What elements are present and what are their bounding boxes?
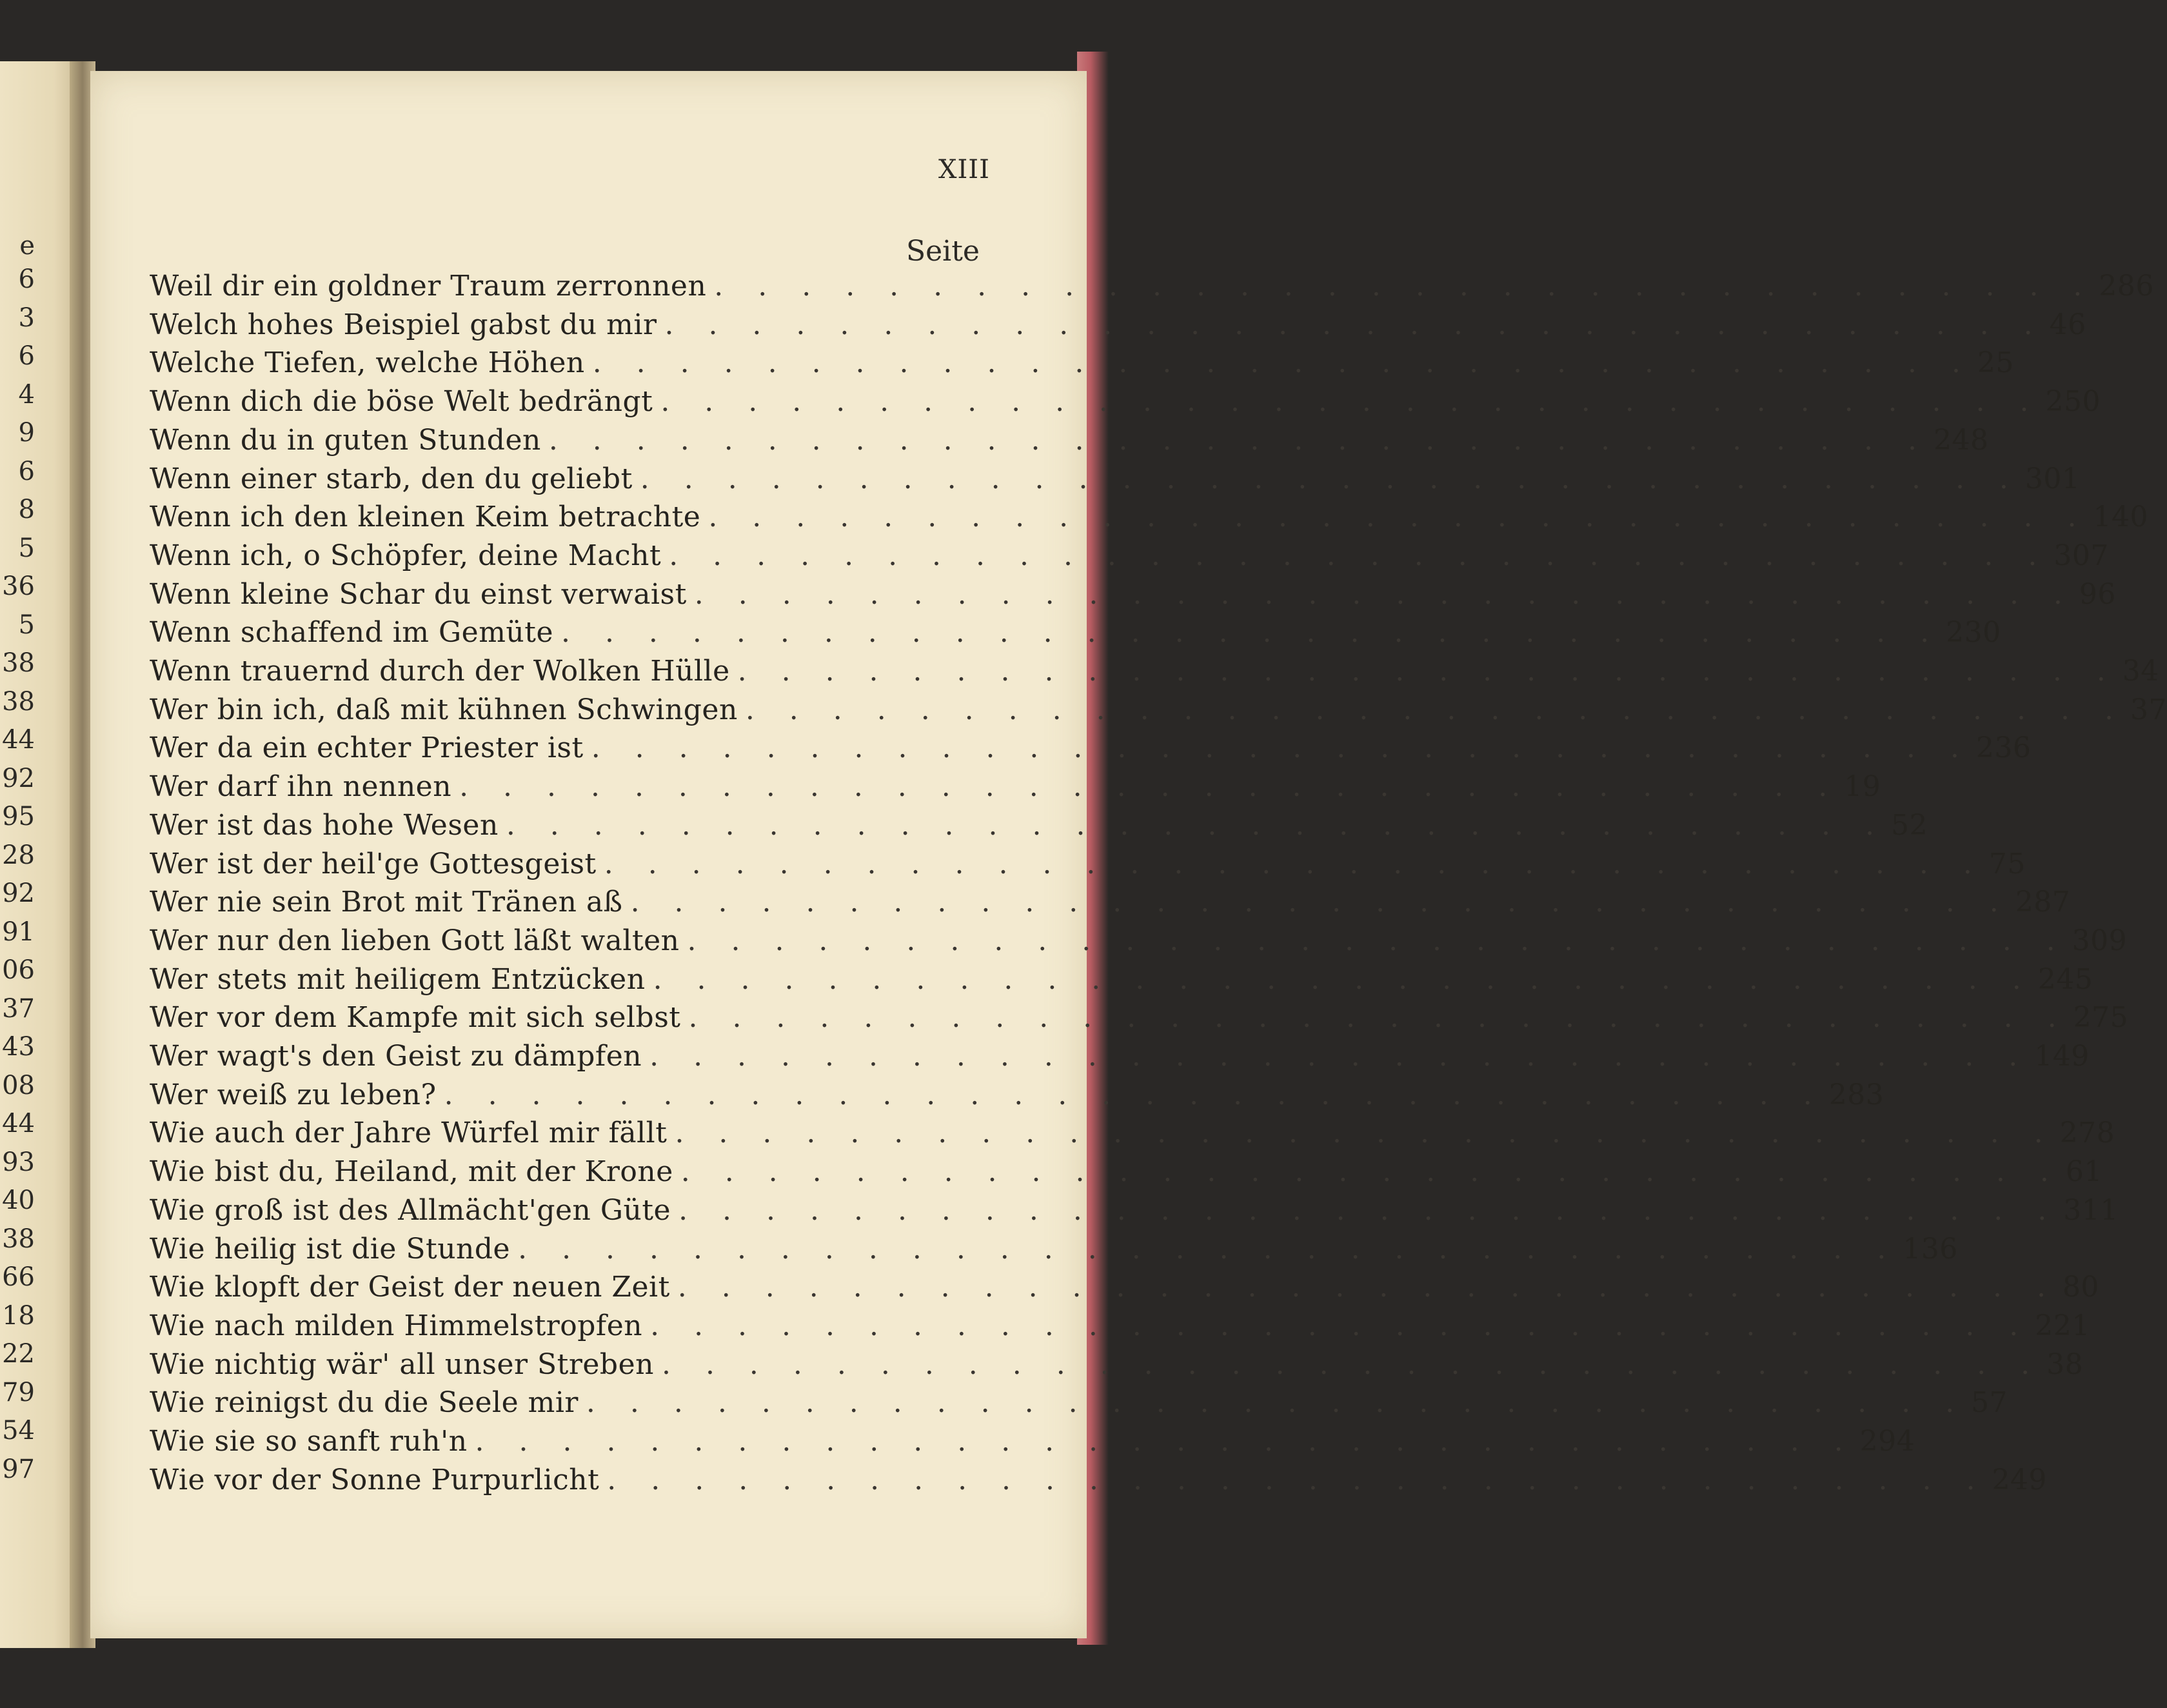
toc-entry (150, 653, 2159, 690)
toc-entry-title: Wer ist der heil'ge Gottesgeist (150, 847, 597, 880)
toc-entry (150, 1269, 2099, 1306)
left-page-number: 43 (2, 1032, 35, 1062)
left-page-number: 5 (18, 533, 35, 563)
toc-entry-page: 25 (1977, 346, 2014, 380)
toc-entry-page: 136 (1903, 1232, 1958, 1266)
left-page-number: 92 (2, 879, 35, 908)
dot-leader: . . . . . . . . . . . . . . . . . . . . . . . . . . . . . . . . (649, 1040, 2031, 1073)
toc-entry-title: Wenn trauernd durch der Wolken Hülle (150, 655, 730, 688)
dot-leader: . . . . . . . . . . . . . . . . . . . . . . . . . . . . . . . . (591, 731, 1972, 765)
left-page-number: 95 (2, 802, 35, 831)
toc-entry-page: 311 (2063, 1193, 2119, 1227)
toc-entry (150, 268, 2154, 304)
toc-entry (150, 499, 2148, 535)
toc-entry (150, 345, 2014, 381)
toc-entry-title: Wie heilig ist die Stunde (150, 1232, 511, 1266)
dot-leader: . . . . . . . . . . . . . . . . . . . . . . . . . . . . . . . . (680, 1155, 2062, 1189)
dot-leader: . . . . . . . . . . . . . . . . . . . . . . . . . . . . . . . . (586, 1386, 1968, 1420)
toc-entry (150, 923, 2128, 959)
column-header-seite: Seite (906, 235, 980, 268)
toc-entry-title: Wie auch der Jahre Würfel mir fällt (150, 1117, 668, 1150)
dot-leader: . . . . . . . . . . . . . . . . . . . . . . . . . . . . . . . . (592, 346, 1974, 380)
left-page-number: 08 (2, 1070, 35, 1100)
toc-entry-title: Wenn kleine Schar du einst verwaist (150, 577, 687, 611)
toc-entry-title: Wenn einer starb, den du geliebt (150, 462, 633, 495)
toc-entry-page: 250 (2045, 385, 2101, 419)
left-page-number: 44 (2, 1109, 35, 1138)
toc-entry-title: Wie klopft der Geist der neuen Zeit (150, 1271, 670, 1304)
toc-entry (150, 1038, 2090, 1075)
toc-entry-page: 236 (1975, 731, 2032, 765)
toc-entry-title: Wer wagt's den Geist zu dämpfen (150, 1040, 642, 1073)
dot-leader: . . . . . . . . . . . . . . . . . . . . . . . . . . . . . . . . (675, 1117, 2056, 1150)
dot-leader: . . . . . . . . . . . . . . . . . . . . . . . . . . . . . . . . (687, 924, 2068, 957)
dot-leader: . . . . . . . . . . . . . . . . . . . . . . . . . . . . . . . . (650, 1309, 2032, 1342)
left-page-number: 44 (2, 725, 35, 755)
toc-entry-title: Wenn du in guten Stunden (150, 423, 541, 457)
toc-entry (150, 1347, 2084, 1383)
left-page-number: 38 (2, 686, 35, 717)
toc-entry (150, 461, 2081, 497)
toc-entry (150, 1115, 2115, 1151)
toc-entry-title: Welche Tiefen, welche Höhen (150, 346, 585, 380)
left-page-number: 3 (18, 303, 35, 333)
left-page-number: 4 (18, 379, 35, 410)
toc-entry (150, 1000, 2129, 1036)
toc-entry-page: 52 (1890, 808, 1928, 842)
toc-entry-page: 294 (1859, 1425, 1915, 1458)
toc-entry-title: Wie bist du, Heiland, mit der Krone (150, 1155, 673, 1189)
dot-leader: . . . . . . . . . . . . . . . . . . . . . . . . . . . . . . . . (708, 501, 2090, 534)
dot-leader: . . . . . . . . . . . . . . . . . . . . . . . . . . . . . . . . (604, 847, 1985, 880)
toc-entry (150, 846, 2026, 882)
dot-leader: . . . . . . . . . . . . . . . . . . . . . . . . . . . . . . . . (640, 462, 2021, 495)
toc-entry-title: Wer nur den lieben Gott läßt walten (150, 924, 680, 957)
toc-entry-page: 38 (2046, 1347, 2084, 1381)
toc-entry-page: 57 (1971, 1386, 2008, 1420)
toc-entry-page: 80 (2062, 1271, 2099, 1304)
dot-leader: . . . . . . . . . . . . . . . . . . . . . . . . . . . . . . . . (694, 577, 2075, 611)
toc-entry-title: Wie vor der Sonne Purpurlicht (150, 1463, 600, 1496)
toc-entry (150, 384, 2101, 420)
toc-entry-page: 37 (2130, 693, 2167, 726)
toc-entry-title: Wenn ich den kleinen Keim betrachte (150, 501, 701, 534)
left-page-number: 91 (2, 917, 35, 947)
toc-entry-title: Wer weiß zu leben? (150, 1078, 437, 1111)
toc-entry-title: Wie nach milden Himmelstropfen (150, 1309, 643, 1342)
dot-leader: . . . . . . . . . . . . . . . . . . . . . . . . . . . . . . . . (459, 770, 1841, 804)
left-page-number: 6 (18, 456, 35, 486)
dot-leader: . . . . . . . . . . . . . . . . . . . . . . . . . . . . . . . . (677, 1271, 2059, 1304)
dot-leader: . . . . . . . . . . . . . . . . . . . . . . . . . . . . . . . . (653, 962, 2034, 996)
toc-entry-page: 34 (2122, 655, 2159, 688)
toc-entry-title: Wenn ich, o Schöpfer, deine Macht (150, 539, 662, 572)
left-page-number: 28 (2, 840, 35, 870)
dot-leader: . . . . . . . . . . . . . . . . . . . . . . . . . . . . . . . . (669, 539, 2050, 572)
toc-entry-title: Wer da ein echter Priester ist (150, 731, 584, 765)
toc-entry-title: Wie sie so sanft ruh'n (150, 1425, 468, 1458)
toc-entry-page: 140 (2093, 501, 2148, 534)
toc-entry-title: Wer stets mit heiligem Entzücken (150, 962, 646, 996)
left-page-number: 93 (2, 1147, 35, 1177)
toc-entry-page: 75 (1988, 847, 2026, 880)
dot-leader: . . . . . . . . . . . . . . . . . . . . . . . . . . . . . . . . (607, 1463, 1988, 1496)
toc-entry-page: 230 (1946, 616, 2001, 650)
toc-entry (150, 1077, 1885, 1113)
page-number: XIII (938, 155, 990, 184)
dot-leader: . . . . . . . . . . . . . . . . . . . . . . . . . . . . . . . . (630, 886, 2012, 919)
left-page-number: 18 (2, 1300, 35, 1331)
left-page-number: 54 (2, 1416, 35, 1445)
toc-entry (150, 577, 2116, 613)
dot-leader: . . . . . . . . . . . . . . . . . . . . . . . . . . . . . . . . (506, 808, 1887, 842)
left-page-number: 97 (2, 1454, 35, 1484)
toc-entry (150, 615, 2001, 651)
toc-entry (150, 1231, 1958, 1267)
left-page-number: 6 (18, 264, 35, 294)
toc-entry (150, 307, 2086, 343)
left-page-number: 38 (2, 648, 35, 678)
toc-entry-page: 309 (2072, 924, 2128, 957)
dot-leader: . . . . . . . . . . . . . . . . . . . . . . . . . . . . . . . . (444, 1078, 1825, 1111)
toc-entry-page: 61 (2065, 1155, 2103, 1189)
toc-entry (150, 692, 2167, 728)
toc-entry-title: Wenn schaffend im Gemüte (150, 616, 553, 650)
left-page-number: 37 (2, 993, 35, 1024)
left-page-number: 06 (2, 955, 35, 985)
toc-entry (150, 1424, 1915, 1460)
left-page-number: 36 (2, 571, 35, 601)
left-page-number: 40 (2, 1186, 35, 1215)
left-page-number: 79 (2, 1377, 35, 1407)
toc-entry-title: Wer ist das hohe Wesen (150, 808, 499, 842)
toc-entry (150, 884, 2071, 920)
toc-entry (150, 808, 1928, 844)
toc-entry-page: 221 (2035, 1309, 2090, 1342)
toc-entry-title: Wie nichtig wär' all unser Streben (150, 1347, 654, 1381)
dot-leader: . . . . . . . . . . . . . . . . . . . . . . . . . . . . . . . . (714, 270, 2095, 303)
toc-entry-page: 249 (1992, 1463, 2047, 1496)
toc-entry-title: Wie reinigst du die Seele mir (150, 1386, 579, 1420)
toc-entry-title: Weil dir ein goldner Traum zerronnen (150, 270, 707, 303)
toc-entry-page: 301 (2024, 462, 2081, 495)
dot-leader: . . . . . . . . . . . . . . . . . . . . . . . . . . . . . . . . (737, 655, 2119, 688)
left-page-number: e (19, 231, 35, 261)
toc-entry-page: 149 (2034, 1040, 2090, 1073)
dot-leader: . . . . . . . . . . . . . . . . . . . . . . . . . . . . . . . . (688, 1001, 2070, 1035)
dot-leader: . . . . . . . . . . . . . . . . . . . . . . . . . . . . . . . . (548, 423, 1930, 457)
toc-entry (150, 730, 2032, 766)
left-page-number: 8 (18, 495, 35, 524)
left-page-number: 22 (2, 1339, 35, 1369)
left-page-number: 92 (2, 763, 35, 793)
dot-leader: . . . . . . . . . . . . . . . . . . . . . . . . . . . . . . . . (661, 1347, 2043, 1381)
dot-leader: . . . . . . . . . . . . . . . . . . . . . . . . . . . . . . . . (475, 1425, 1856, 1458)
toc-entry (150, 1385, 2008, 1421)
toc-entry (150, 422, 1989, 459)
toc-entry (150, 769, 1881, 805)
toc-entry (150, 1462, 2047, 1498)
dot-leader: . . . . . . . . . . . . . . . . . . . . . . . . . . . . . . . . (518, 1232, 1899, 1266)
toc-entry (150, 1193, 2119, 1229)
toc-entry (150, 1308, 2090, 1344)
left-page-number: 38 (2, 1224, 35, 1254)
dot-leader: . . . . . . . . . . . . . . . . . . . . . . . . . . . . . . . . (560, 616, 1943, 650)
left-page-number: 5 (18, 610, 35, 640)
dot-leader: . . . . . . . . . . . . . . . . . . . . . . . . . . . . . . . . (664, 308, 2046, 341)
dot-leader: . . . . . . . . . . . . . . . . . . . . . . . . . . . . . . . . (745, 693, 2126, 726)
toc-entry-title: Wer bin ich, daß mit kühnen Schwingen (150, 693, 738, 726)
toc-entry (150, 1154, 2103, 1190)
toc-entry-page: 286 (2099, 270, 2154, 303)
toc-entry-page: 46 (2049, 308, 2086, 341)
left-page-number: 66 (2, 1262, 35, 1292)
toc-entry-title: Wie groß ist des Allmächt'gen Güte (150, 1193, 671, 1227)
toc-entry-page: 287 (2015, 886, 2071, 919)
dot-leader: . . . . . . . . . . . . . . . . . . . . . . . . . . . . . . . . (678, 1193, 2060, 1227)
left-page-number: 9 (18, 418, 35, 448)
toc-entry-title: Wer vor dem Kampfe mit sich selbst (150, 1001, 681, 1035)
toc-entry-page: 248 (1933, 423, 1989, 457)
toc-entry-title: Wer nie sein Brot mit Tränen aß (150, 886, 623, 919)
toc-entry-page: 19 (1844, 770, 1881, 804)
toc-entry-title: Wenn dich die böse Welt bedrängt (150, 385, 653, 419)
toc-entry-page: 283 (1828, 1078, 1885, 1111)
toc-entry-title: Welch hohes Beispiel gabst du mir (150, 308, 657, 341)
toc-entry-title: Wer darf ihn nennen (150, 770, 452, 804)
dot-leader: . . . . . . . . . . . . . . . . . . . . . . . . . . . . . . . . (660, 385, 2042, 419)
toc-entry-page: 275 (2073, 1001, 2129, 1035)
left-page-number: 6 (18, 341, 35, 371)
toc-entry-page: 245 (2037, 962, 2093, 996)
toc-entry-page: 96 (2079, 577, 2116, 611)
toc-entry-page: 307 (2053, 539, 2109, 572)
toc-entry (150, 962, 2093, 998)
toc-entry-page: 278 (2059, 1117, 2115, 1150)
toc-entry (150, 538, 2109, 574)
